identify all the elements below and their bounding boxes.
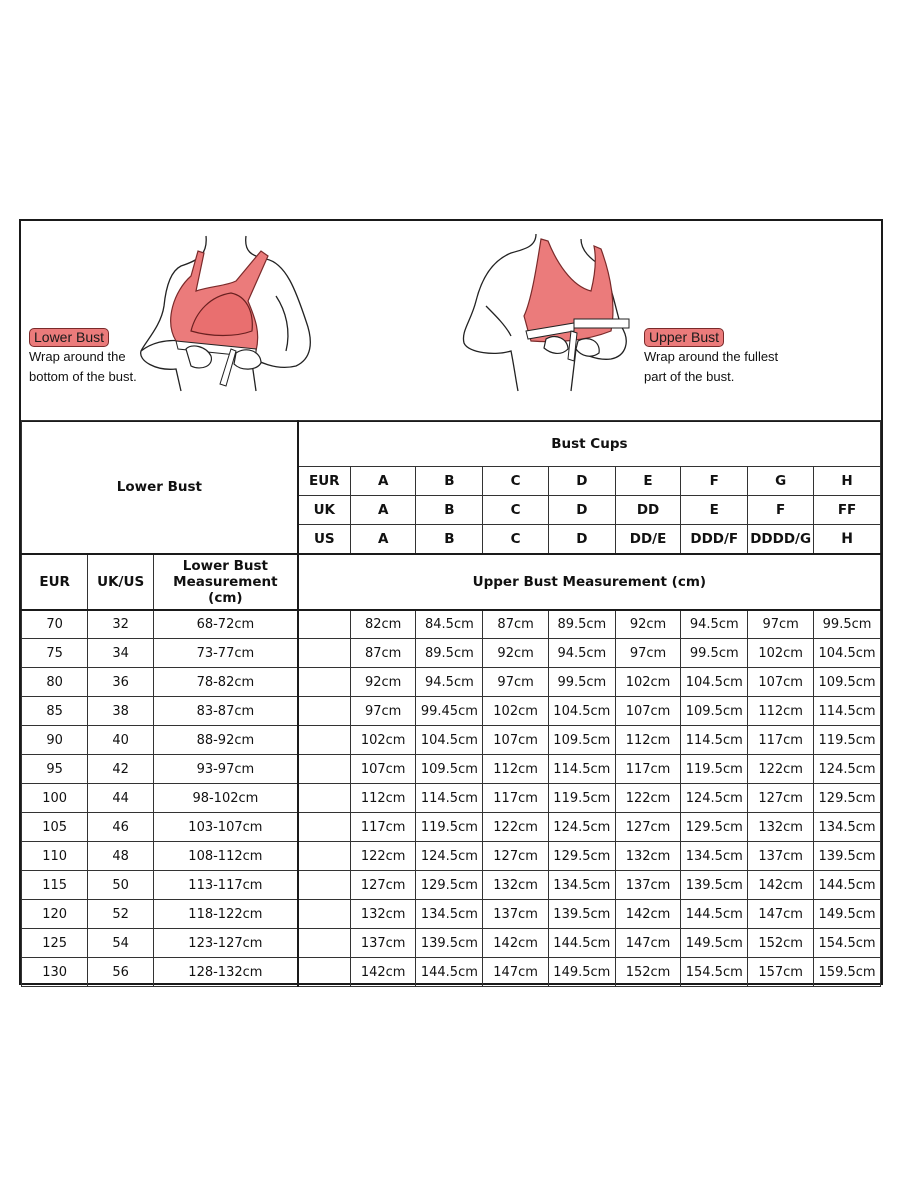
- table-cell: 109.5cm: [548, 726, 615, 755]
- table-cell: 137cm: [615, 871, 681, 900]
- table-cell: 99.5cm: [681, 639, 748, 668]
- table-cell: 142cm: [748, 871, 814, 900]
- table-cell: [298, 639, 351, 668]
- table-cell: 119.5cm: [814, 726, 881, 755]
- table-cell: 137cm: [350, 929, 416, 958]
- table-cell: [298, 929, 351, 958]
- table-cell: 117cm: [615, 755, 681, 784]
- table-cell: 152cm: [748, 929, 814, 958]
- table-cell: 84.5cm: [416, 610, 483, 639]
- table-cell: 117cm: [350, 813, 416, 842]
- column-header-row: [22, 554, 881, 610]
- table-cell: 132cm: [615, 842, 681, 871]
- table-cell: 119.5cm: [548, 784, 615, 813]
- table-cell: 88-92cm: [153, 726, 297, 755]
- table-cell: 142cm: [615, 900, 681, 929]
- table-cell: [298, 784, 351, 813]
- table-cell: 75: [22, 639, 88, 668]
- table-cell: 127cm: [748, 784, 814, 813]
- table-cell: 149.5cm: [814, 900, 881, 929]
- table-cell: 85: [22, 697, 88, 726]
- table-cell: 107cm: [350, 755, 416, 784]
- table-cell: 107cm: [615, 697, 681, 726]
- table-cell: 92cm: [350, 668, 416, 697]
- table-cell: 56: [88, 958, 154, 987]
- table-cell: 78-82cm: [153, 668, 297, 697]
- table-cell: 112cm: [483, 755, 549, 784]
- table-cell: 73-77cm: [153, 639, 297, 668]
- table-cell: 154.5cm: [681, 958, 748, 987]
- table-cell: 94.5cm: [681, 610, 748, 639]
- table-cell: 149.5cm: [681, 929, 748, 958]
- table-cell: 99.5cm: [548, 668, 615, 697]
- table-cell: 137cm: [483, 900, 549, 929]
- table-cell: 42: [88, 755, 154, 784]
- table-cell: 38: [88, 697, 154, 726]
- table-cell: 68-72cm: [153, 610, 297, 639]
- table-cell: 104.5cm: [416, 726, 483, 755]
- table-cell: 44: [88, 784, 154, 813]
- table-cell: [298, 813, 351, 842]
- table-cell: 129.5cm: [548, 842, 615, 871]
- table-cell: 109.5cm: [416, 755, 483, 784]
- table-cell: 154.5cm: [814, 929, 881, 958]
- measurement-illustration: [21, 221, 881, 422]
- table-cell: [298, 668, 351, 697]
- table-cell: 104.5cm: [681, 668, 748, 697]
- table-cell: 94.5cm: [548, 639, 615, 668]
- ukus-col-header: UK/US: [88, 554, 154, 610]
- table-cell: 48: [88, 842, 154, 871]
- table-cell: 89.5cm: [548, 610, 615, 639]
- table-cell: 149.5cm: [548, 958, 615, 987]
- table-cell: 109.5cm: [681, 697, 748, 726]
- table-cell: 122cm: [350, 842, 416, 871]
- table-cell: 113-117cm: [153, 871, 297, 900]
- table-cell: 97cm: [483, 668, 549, 697]
- table-cell: 98-102cm: [153, 784, 297, 813]
- table-cell: 105: [22, 813, 88, 842]
- table-cell: 119.5cm: [681, 755, 748, 784]
- table-cell: 144.5cm: [416, 958, 483, 987]
- table-cell: 46: [88, 813, 154, 842]
- table-cell: 159.5cm: [814, 958, 881, 987]
- table-cell: 129.5cm: [416, 871, 483, 900]
- table-cell: 107cm: [748, 668, 814, 697]
- table-cell: 80: [22, 668, 88, 697]
- table-cell: 107cm: [483, 726, 549, 755]
- table-cell: 147cm: [483, 958, 549, 987]
- table-cell: 90: [22, 726, 88, 755]
- table-cell: 93-97cm: [153, 755, 297, 784]
- table-cell: [298, 610, 351, 639]
- table-row: [22, 755, 881, 784]
- table-cell: 83-87cm: [153, 697, 297, 726]
- table-row: [22, 900, 881, 929]
- table-cell: 134.5cm: [814, 813, 881, 842]
- table-cell: 132cm: [748, 813, 814, 842]
- table-row: [22, 813, 881, 842]
- table-cell: 102cm: [615, 668, 681, 697]
- table-cell: 122cm: [748, 755, 814, 784]
- table-cell: 102cm: [483, 697, 549, 726]
- table-cell: [298, 697, 351, 726]
- table-cell: 122cm: [615, 784, 681, 813]
- table-cell: 142cm: [483, 929, 549, 958]
- table-cell: 92cm: [483, 639, 549, 668]
- table-cell: 147cm: [615, 929, 681, 958]
- cup-row-eur: EUR A B C D E F G H: [22, 467, 881, 496]
- table-cell: 127cm: [483, 842, 549, 871]
- table-cell: 87cm: [350, 639, 416, 668]
- table-cell: 104.5cm: [548, 697, 615, 726]
- upper-bust-instruction: Wrap around the fullest part of the bust.: [644, 349, 779, 384]
- table-cell: [298, 842, 351, 871]
- table-cell: 50: [88, 871, 154, 900]
- table-cell: 112cm: [615, 726, 681, 755]
- table-cell: 144.5cm: [681, 900, 748, 929]
- table-cell: [298, 958, 351, 987]
- table-cell: 124.5cm: [681, 784, 748, 813]
- table-cell: 117cm: [483, 784, 549, 813]
- upper-bust-tag: Upper Bust: [644, 328, 724, 347]
- table-cell: [298, 755, 351, 784]
- table-cell: [298, 900, 351, 929]
- cup-row-uk: UK A B C D DD E F FF: [22, 496, 881, 525]
- bust-cups-header: Bust Cups: [298, 421, 881, 467]
- table-cell: 114.5cm: [548, 755, 615, 784]
- table-cell: 129.5cm: [814, 784, 881, 813]
- table-cell: 102cm: [748, 639, 814, 668]
- table-cell: 134.5cm: [548, 871, 615, 900]
- table-cell: 104.5cm: [814, 639, 881, 668]
- table-cell: 123-127cm: [153, 929, 297, 958]
- size-chart: [19, 219, 883, 985]
- cup-row-us: US A B C D DD/E DDD/F DDDD/G H: [22, 525, 881, 554]
- table-cell: 112cm: [350, 784, 416, 813]
- size-table: [21, 420, 881, 987]
- table-row: [22, 697, 881, 726]
- table-cell: 97cm: [748, 610, 814, 639]
- lower-measure-col-header: Lower Bust Measurement (cm): [153, 554, 297, 610]
- table-cell: 115: [22, 871, 88, 900]
- upper-bust-figure-icon: [456, 231, 656, 396]
- table-cell: 97cm: [350, 697, 416, 726]
- table-cell: 157cm: [748, 958, 814, 987]
- lower-bust-figure-icon: [136, 231, 346, 396]
- table-cell: 99.45cm: [416, 697, 483, 726]
- table-cell: 114.5cm: [416, 784, 483, 813]
- table-cell: 109.5cm: [814, 668, 881, 697]
- table-cell: 144.5cm: [548, 929, 615, 958]
- table-cell: 127cm: [615, 813, 681, 842]
- table-cell: 95: [22, 755, 88, 784]
- table-cell: 82cm: [350, 610, 416, 639]
- table-cell: 139.5cm: [681, 871, 748, 900]
- table-cell: 134.5cm: [416, 900, 483, 929]
- table-cell: 118-122cm: [153, 900, 297, 929]
- table-row: [22, 871, 881, 900]
- table-cell: 125: [22, 929, 88, 958]
- table-cell: 142cm: [350, 958, 416, 987]
- table-row: [22, 639, 881, 668]
- table-cell: 128-132cm: [153, 958, 297, 987]
- table-cell: 117cm: [748, 726, 814, 755]
- lower-bust-instruction: Wrap around the bottom of the bust.: [29, 349, 137, 384]
- upper-measure-col-header: Upper Bust Measurement (cm): [298, 554, 881, 610]
- table-row: [22, 668, 881, 697]
- table-cell: 144.5cm: [814, 871, 881, 900]
- table-cell: 127cm: [350, 871, 416, 900]
- table-cell: 112cm: [748, 697, 814, 726]
- table-cell: 114.5cm: [681, 726, 748, 755]
- table-row: [22, 842, 881, 871]
- table-cell: [298, 726, 351, 755]
- table-cell: 32: [88, 610, 154, 639]
- table-cell: 132cm: [483, 871, 549, 900]
- table-cell: 129.5cm: [681, 813, 748, 842]
- table-cell: 152cm: [615, 958, 681, 987]
- table-cell: 122cm: [483, 813, 549, 842]
- table-cell: 137cm: [748, 842, 814, 871]
- lower-bust-tag: Lower Bust: [29, 328, 109, 347]
- table-cell: 70: [22, 610, 88, 639]
- table-row: [22, 726, 881, 755]
- table-row: [22, 958, 881, 987]
- table-cell: 102cm: [350, 726, 416, 755]
- table-cell: 97cm: [615, 639, 681, 668]
- table-cell: 124.5cm: [416, 842, 483, 871]
- table-cell: 134.5cm: [681, 842, 748, 871]
- table-cell: 103-107cm: [153, 813, 297, 842]
- table-cell: 139.5cm: [548, 900, 615, 929]
- lower-bust-header: Lower Bust: [22, 421, 298, 554]
- table-cell: 114.5cm: [814, 697, 881, 726]
- table-cell: 87cm: [483, 610, 549, 639]
- table-cell: 130: [22, 958, 88, 987]
- table-cell: 34: [88, 639, 154, 668]
- table-cell: 124.5cm: [548, 813, 615, 842]
- table-cell: [298, 871, 351, 900]
- table-row: [22, 784, 881, 813]
- table-cell: 132cm: [350, 900, 416, 929]
- table-cell: 89.5cm: [416, 639, 483, 668]
- table-cell: 36: [88, 668, 154, 697]
- table-cell: 120: [22, 900, 88, 929]
- eur-col-header: EUR: [22, 554, 88, 610]
- table-cell: 100: [22, 784, 88, 813]
- table-cell: 124.5cm: [814, 755, 881, 784]
- table-row: [22, 929, 881, 958]
- table-cell: 147cm: [748, 900, 814, 929]
- table-cell: 139.5cm: [416, 929, 483, 958]
- table-cell: 94.5cm: [416, 668, 483, 697]
- table-cell: 110: [22, 842, 88, 871]
- table-cell: 108-112cm: [153, 842, 297, 871]
- table-cell: 52: [88, 900, 154, 929]
- table-cell: 92cm: [615, 610, 681, 639]
- table-row: [22, 610, 881, 639]
- table-cell: 99.5cm: [814, 610, 881, 639]
- table-cell: 54: [88, 929, 154, 958]
- table-cell: 119.5cm: [416, 813, 483, 842]
- table-cell: 139.5cm: [814, 842, 881, 871]
- table-cell: 40: [88, 726, 154, 755]
